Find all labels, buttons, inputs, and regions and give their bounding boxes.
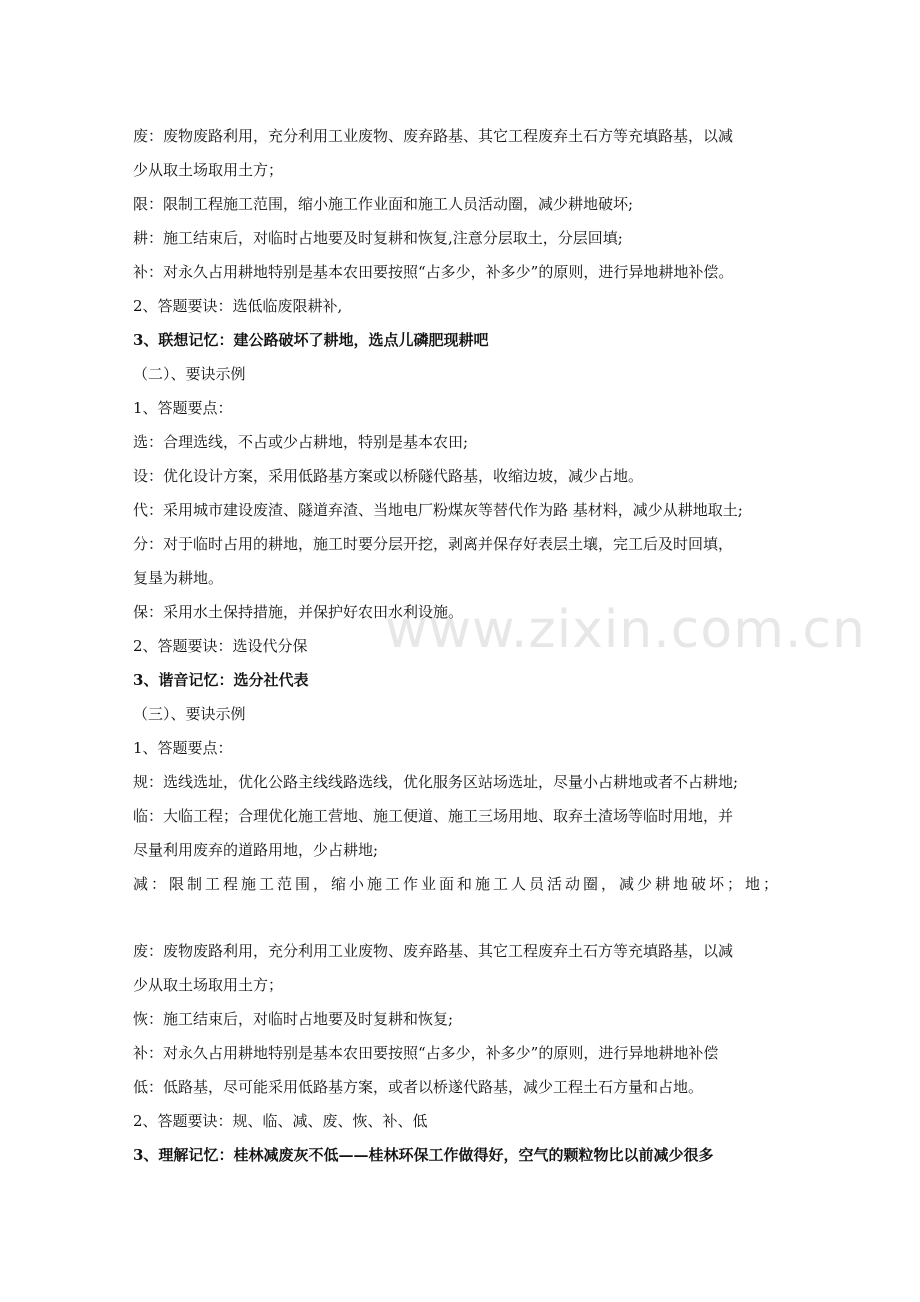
text-line: 减：限制工程施工范围，缩小施工作业面和施工人员活动圈，减少耕地破坏；地； [133,875,782,893]
text-line: 选：合理选线，不占或少占耕地，特别是基本农田; [133,433,469,451]
section-heading: 3、联想记忆：建公路破坏了耕地，选点儿磷肥现耕吧 [133,331,489,349]
text-line: 补：对永久占用耕地特别是基本农田要按照“占多少，补多少”的原则，进行异地耕地补偿 [133,1044,719,1062]
text-line: 废：废物废路利用，充分利用工业废物、废弃路基、其它工程废弃土石方等充填路基，以减 [133,127,734,145]
text-line: 低：低路基，尽可能采用低路基方案，或者以桥遂代路基，减少工程土石方量和占地。 [133,1078,704,1096]
text-line: （二）、要诀示例 [133,365,246,383]
text-line: 复垦为耕地。 [133,569,224,587]
text-line: 规：选线选址，优化公路主线线路选线，优化服务区站场选址，尽量小占耕地或者不占耕地; [133,773,739,791]
text-line: 代：采用城市建设废渣、隧道弃渣、当地电厂粉煤灰等替代作为路 基材料，减少从耕地取土; [133,501,743,519]
text-line: 限：限制工程施工范围，缩小施工作业面和施工人员活动圈，减少耕地破坏; [133,195,634,213]
text-line: 1、答题要点： [133,739,233,757]
text-line: 少从取土场取用土方； [133,976,284,994]
text-line: 恢：施工结束后，对临时占地要及时复耕和恢复; [133,1010,454,1028]
text-line: 耕：施工结束后，对临时占地要及时复耕和恢复,注意分层取土，分层回填; [133,229,623,247]
section-heading: 3、理解记忆：桂林减废灰不低——桂林环保工作做得好，空气的颗粒物比以前减少很多 [133,1146,714,1164]
text-line: 保：采用水土保持措施，并保护好农田水利设施。 [133,603,464,621]
text-line: 少从取土场取用土方； [133,161,284,179]
text-line: 废：废物废路利用，充分利用工业废物、废弃路基、其它工程废弃土石方等充填路基，以减 [133,942,734,960]
text-line: 2、答题要诀：选设代分保 [133,637,308,655]
text-line: 临：大临工程；合理优化施工营地、施工便道、施工三场用地、取弃土渣场等临时用地，并 [133,807,734,825]
text-line: 分：对于临时占用的耕地，施工时要分层开挖，剥离并保存好表层土壤，完工后及时回填， [133,535,734,553]
text-line: 设：优化设计方案，采用低路基方案或以桥隧代路基，收缩边坡，减少占地。 [133,467,644,485]
text-line: 补：对永久占用耕地特别是基本农田要按照“占多少，补多少”的原则，进行异地耕地补偿。 [133,263,734,281]
text-line: （三）、要诀示例 [133,705,246,723]
text-line: 2、答题要诀：规、临、减、废、恢、补、低 [133,1112,428,1130]
text-line: 1、答题要点： [133,399,233,417]
section-heading: 3、谐音记忆：选分社代表 [133,671,309,689]
text-line: 尽量利用废弃的道路用地，少占耕地; [133,841,379,859]
text-line: 2、答题要诀：选低临废限耕补, [133,297,343,315]
watermark: www.zixin.com.cn [385,600,866,660]
